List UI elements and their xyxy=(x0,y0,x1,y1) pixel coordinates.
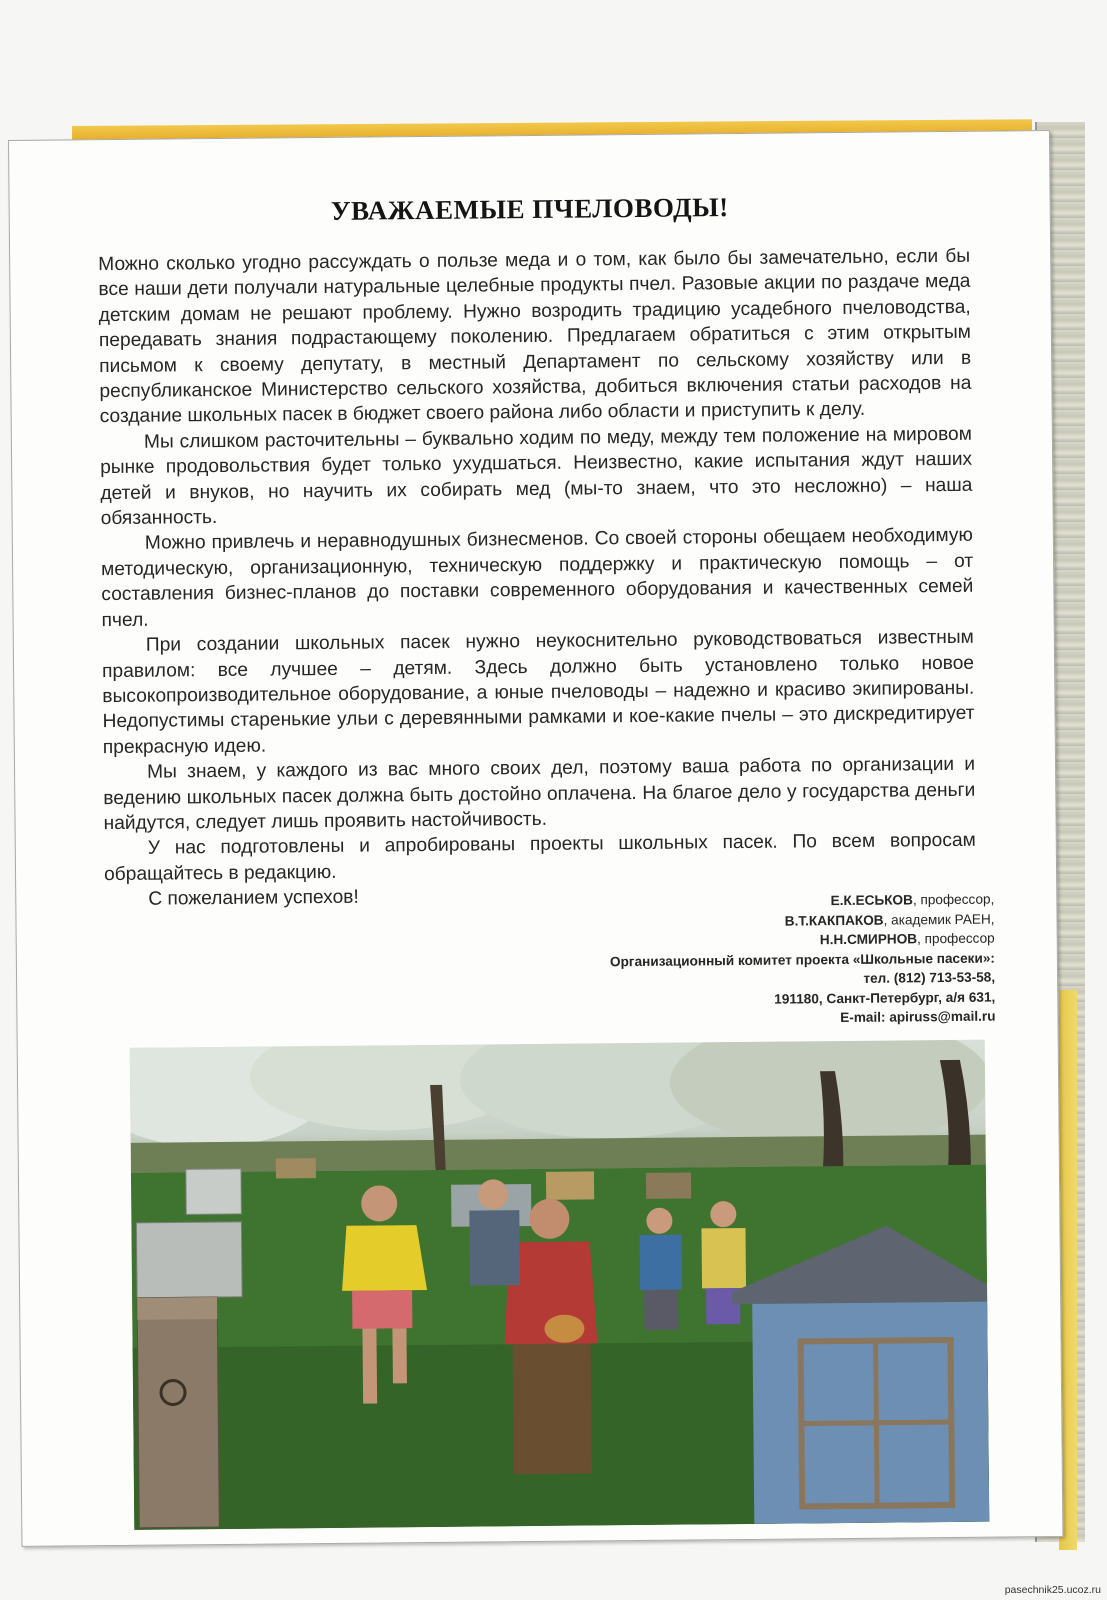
signatory-name: Е.К.ЕСЬКОВ xyxy=(830,892,913,909)
paragraph-2: Мы слишком расточительны – буквально ходим по меду, между тем положение на мировом рынке продовольствия будет только ухудшаться. Неизвестно, какие испытания ждут наших детей и внуков, но научить их собирать мед (мы-то знаем, что это несложно) – наша обязанность. xyxy=(100,423,973,530)
signatory-name: Н.Н.СМИРНОВ xyxy=(819,931,918,948)
signature-block xyxy=(454,890,995,1032)
source-watermark: pasechnik25.ucoz.ru xyxy=(1004,1584,1101,1596)
page-title: УВАЖАЕМЫЕ ПЧЕЛОВОДЫ! xyxy=(330,192,729,226)
child-trousers xyxy=(644,1290,678,1330)
child-trousers xyxy=(513,1343,592,1474)
beehive xyxy=(646,1172,691,1198)
paragraph-3: Можно привлечь и неравнодушных бизнесменов. Со своей стороны обещаем необходимую методическую, организационную, техническую поддержку и практическую помощь – от составления бизнес-планов до поставки современного оборудования и качественных семей пчел. xyxy=(101,525,974,631)
apiary-photo-illustration xyxy=(130,1040,990,1530)
signatory-title: , академик РАЕН, xyxy=(883,911,995,928)
child-jacket xyxy=(640,1235,683,1290)
apiary-photo xyxy=(130,1040,990,1530)
letter-body xyxy=(98,244,976,913)
child-head xyxy=(361,1185,397,1221)
contact-address: 191180, Санкт-Петербург, а/я 631, xyxy=(774,989,996,1007)
beehive xyxy=(276,1158,316,1178)
signatory-title: , профессор, xyxy=(912,891,995,908)
hive-lid xyxy=(137,1297,217,1320)
child-red-shorts xyxy=(352,1290,412,1329)
child-leg xyxy=(362,1329,377,1404)
magazine-page xyxy=(8,130,1063,1547)
child-head xyxy=(529,1199,569,1239)
old-beehive xyxy=(136,1222,242,1298)
beehive xyxy=(546,1171,594,1199)
beehive xyxy=(186,1169,241,1215)
child-jacket xyxy=(469,1210,520,1285)
contact-email: E-mail: apiruss@mail.ru xyxy=(840,1008,996,1026)
child-leg xyxy=(392,1328,407,1383)
closing-line: С пожеланием успехов! xyxy=(148,886,359,910)
old-beehive-stack xyxy=(137,1297,219,1528)
paragraph-6: У нас подготовлены и апробированы проекты школьных пасек. По всем вопросам обращайтесь в редакцию. xyxy=(103,830,976,885)
child-head xyxy=(710,1201,736,1227)
committee-label: Организационный комитет проекта «Школьные пасеки»: xyxy=(609,950,995,969)
window-transom xyxy=(801,1422,951,1423)
contact-phone: тел. (812) 713-53-58, xyxy=(863,969,996,986)
paragraph-5: Мы знаем, у каждого из вас много своих дел, поэтому ваша работа по организации и ведению школьных пасек должна быть достойно оплачена. На благое дело у государства деньги найдутся, следует лишь проявить настойчивость. xyxy=(103,753,976,835)
child-head xyxy=(646,1208,672,1234)
paragraph-1: Можно сколько угодно рассуждать о пользе меда и о том, как было бы замечательно, если бы все наши дети получали натуральные целебные продукты пчел. Разовые акции по раздаче меда детским домам не решают проблему. Нужно возродить традицию усадебного пчеловодства, передавать знания подрастающему поколению. Предлагаем обратиться с этим открытым письмом к своему депутату, в местный Департамент по сельскому хозяйству или в республиканское Министерство сельского хозяйства, добиться включения статьи расходов на создание школьных пасек в бюджет своего района либо области и приступить к делу. xyxy=(98,245,972,428)
signatory-name: В.Т.КАКПАКОВ xyxy=(784,912,884,929)
child-yellow-shirt xyxy=(341,1225,427,1291)
signatory-title: , профессор xyxy=(916,930,995,947)
child-jacket xyxy=(701,1228,746,1288)
child-head xyxy=(478,1179,508,1209)
paragraph-4: При создании школьных пасек нужно неукоснительно руководствоваться известным правилом: все лучшее – детям. Здесь должно быть установлено только новое высокопроизводительное оборудование, а юные пчеловоды – надежно и красиво экипированы. Недопустимы старенькие ульи с деревянными рамками и кое-какие пчелы – это дискредитирует прекрасную идею. xyxy=(102,626,975,758)
